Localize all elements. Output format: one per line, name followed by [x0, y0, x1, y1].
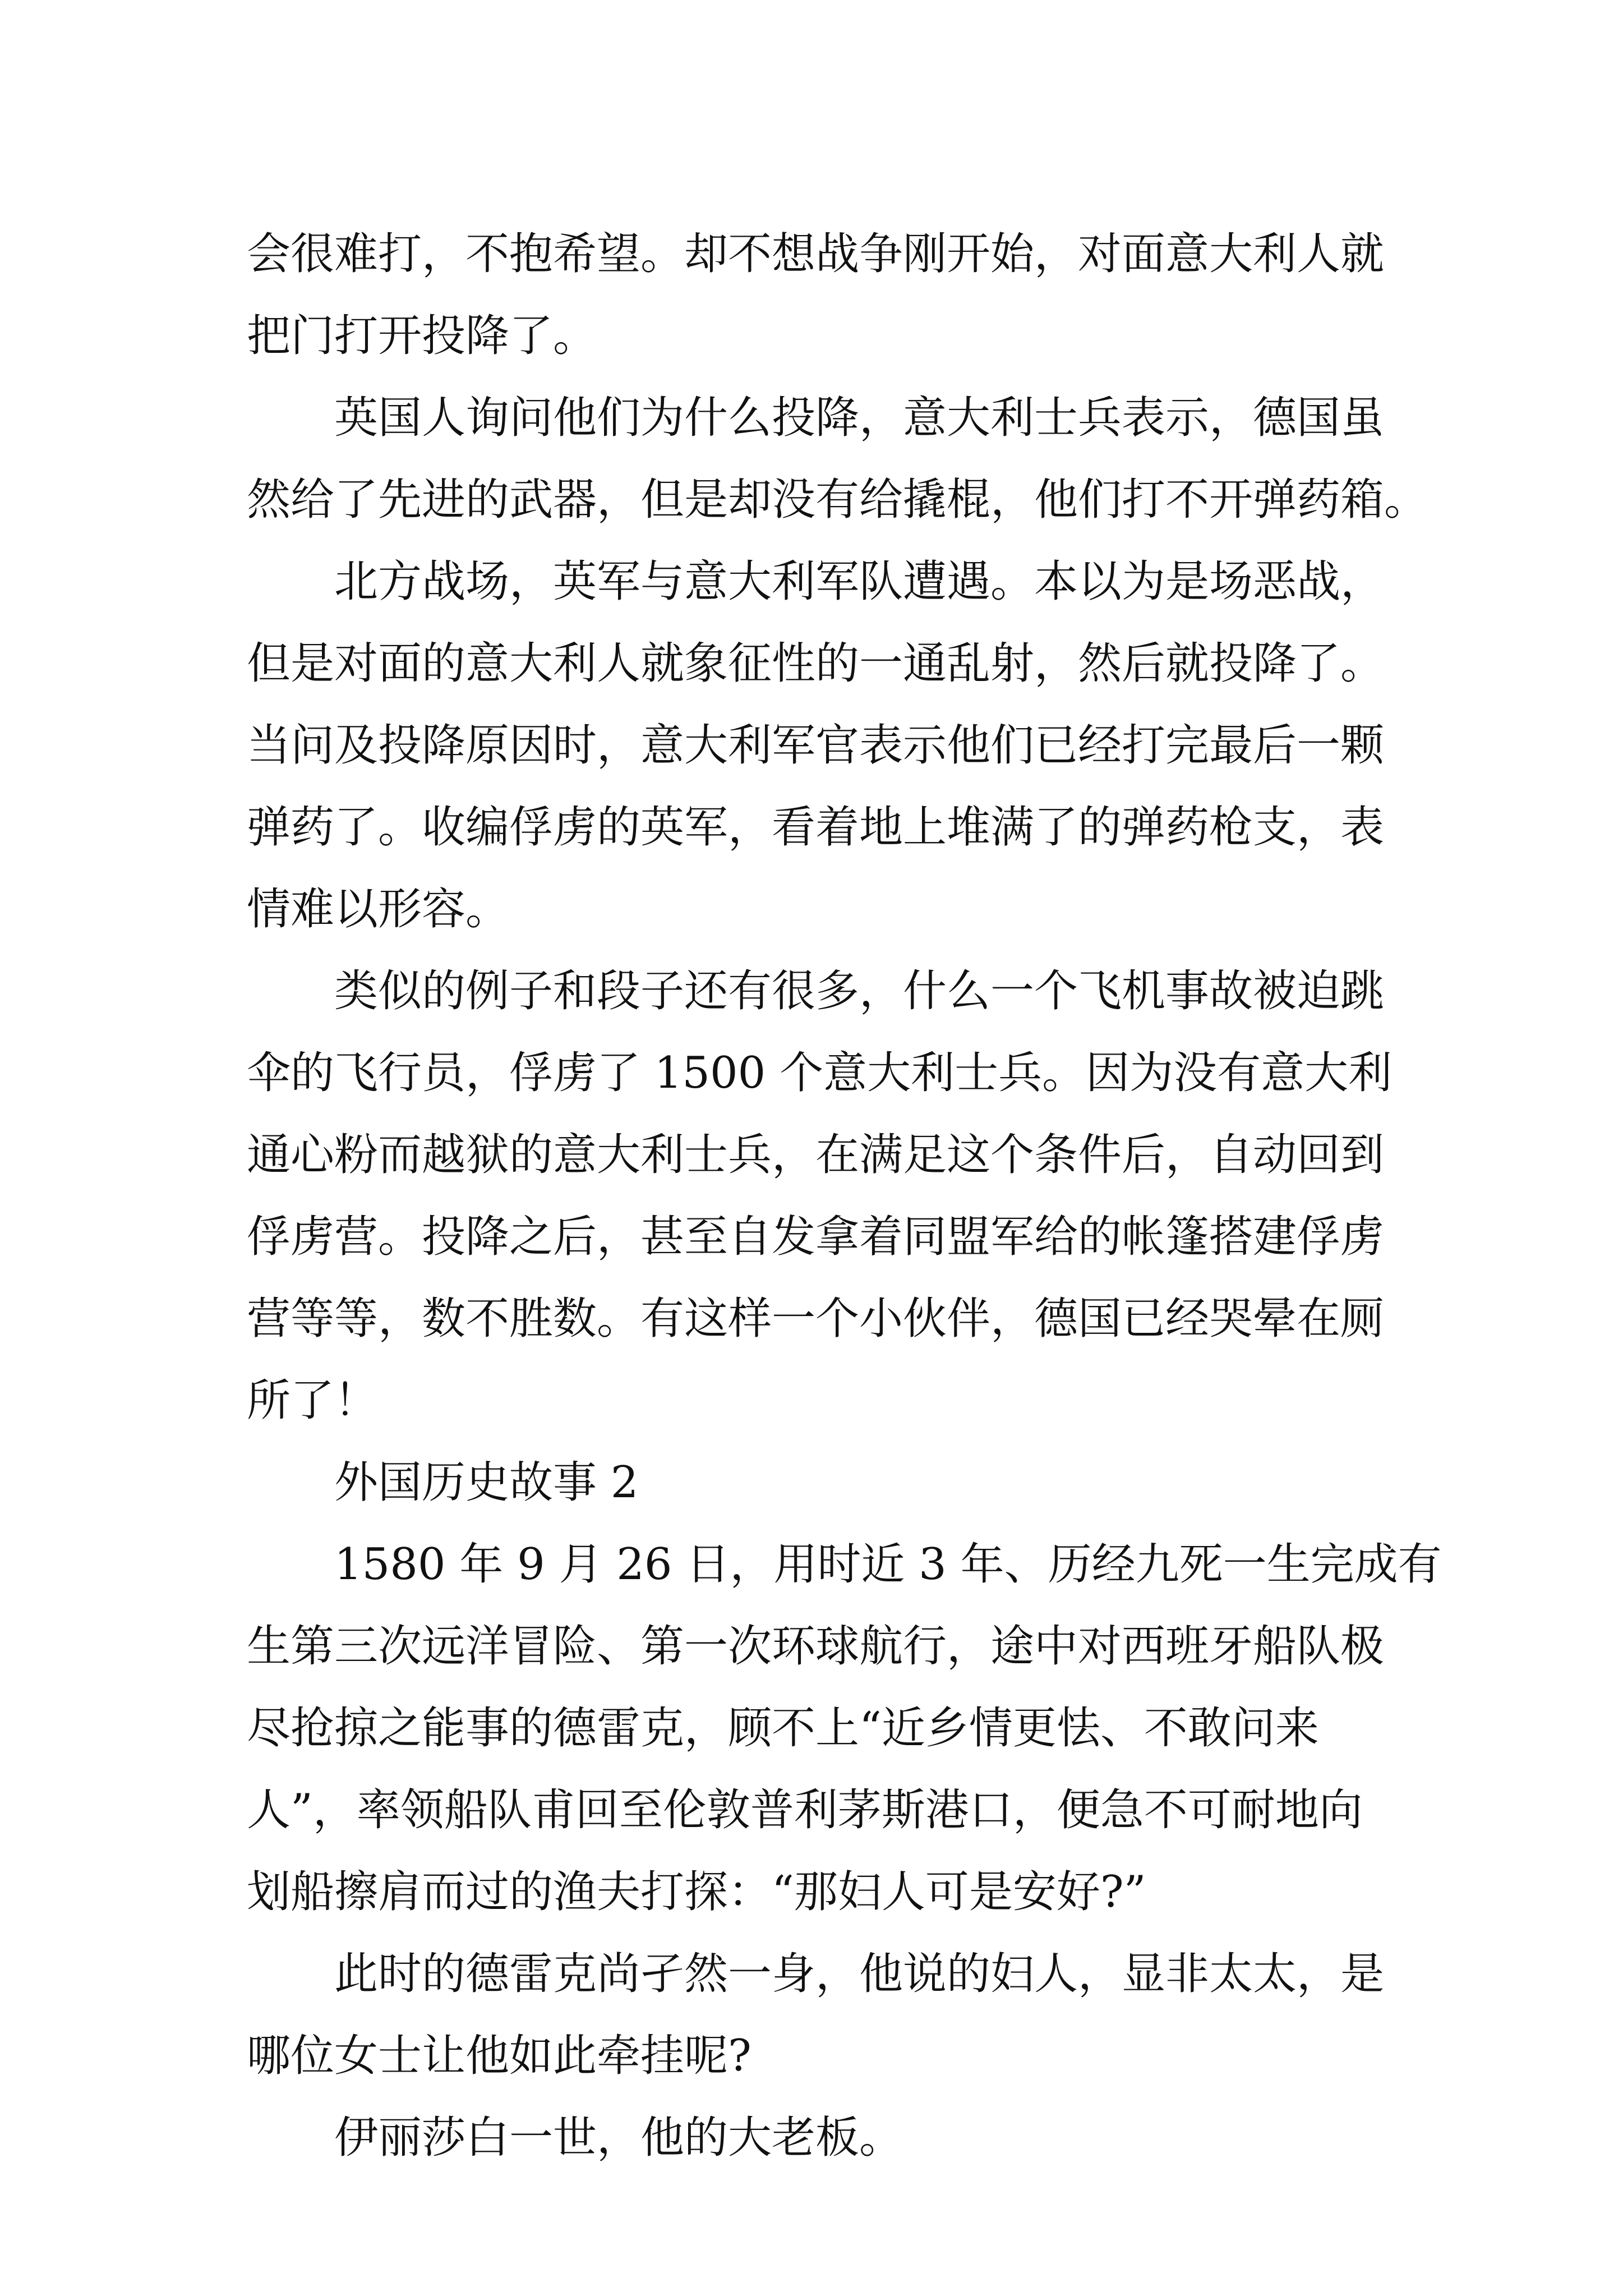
text-line: 英国人询问他们为什么投降，意大利士兵表示，德国虽: [334, 393, 1385, 443]
text-line: 伞的飞行员，俘虏了 1500 个意大利士兵。因为没有意大利: [247, 1048, 1393, 1098]
paragraph: [247, 377, 1428, 541]
text-line: 1580 年 9 月 26 日，用时近 3 年、历经九死一生完成有: [334, 1539, 1442, 1590]
text-line: 尽抢掠之能事的德雷克，顾不上“近乡情更怯、不敢问来: [247, 1703, 1319, 1754]
text-line: 把门打开投降了。: [247, 311, 597, 361]
paragraph: [247, 1524, 1442, 1933]
text-line: 弹药了。收编俘虏的英军，看着地上堆满了的弹药枪支，表: [247, 802, 1385, 853]
text-line: 哪位女士让他如此牵挂呢?: [247, 2031, 751, 2081]
paragraph: [247, 1933, 1402, 2097]
body-text: [247, 213, 1442, 2179]
text-line: 通心粉而越狱的意大利士兵，在满足这个条件后，自动回到: [247, 1130, 1385, 1180]
paragraph: [247, 541, 1402, 950]
text-line: 情难以形容。: [247, 884, 510, 935]
heading-text: 外国历史故事 2: [334, 1457, 639, 1508]
text-line: 营等等，数不胜数。有这样一个小伙伴，德国已经哭晕在厕: [247, 1294, 1385, 1344]
text-line: 人”，率领船队甫回至伦敦普利茅斯港口，便急不可耐地向: [247, 1785, 1363, 1835]
text-line: 所了！: [247, 1375, 379, 1426]
paragraph: [247, 213, 1402, 377]
text-line: 会很难打，不抱希望。却不想战争刚开始，对面意大利人就: [247, 229, 1385, 279]
text-line: 类似的例子和段子还有很多，什么一个飞机事故被迫跳: [334, 966, 1385, 1016]
text-line: 此时的德雷克尚孑然一身，他说的妇人，显非太太，是: [334, 1949, 1385, 1999]
text-line: 北方战场，英军与意大利军队遭遇。本以为是场恶战，: [334, 556, 1385, 607]
section-heading: [247, 1442, 1402, 1524]
text-line: 当问及投降原因时，意大利军官表示他们已经打完最后一颗: [247, 720, 1385, 771]
text-line: 伊丽莎白一世，他的大老板。: [334, 2113, 903, 2163]
text-line: 生第三次远洋冒险、第一次环球航行，途中对西班牙船队极: [247, 1621, 1385, 1672]
paragraph: [247, 950, 1402, 1442]
text-line: 但是对面的意大利人就象征性的一通乱射，然后就投降了。: [247, 638, 1385, 689]
text-line: 然给了先进的武器，但是却没有给撬棍，他们打不开弹药箱。: [247, 475, 1428, 525]
text-line: 俘虏营。投降之后，甚至自发拿着同盟军给的帐篷搭建俘虏: [247, 1212, 1385, 1262]
paragraph: [247, 2097, 1402, 2179]
text-line: 划船擦肩而过的渔夫打探：“那妇人可是安好?”: [247, 1867, 1146, 1917]
